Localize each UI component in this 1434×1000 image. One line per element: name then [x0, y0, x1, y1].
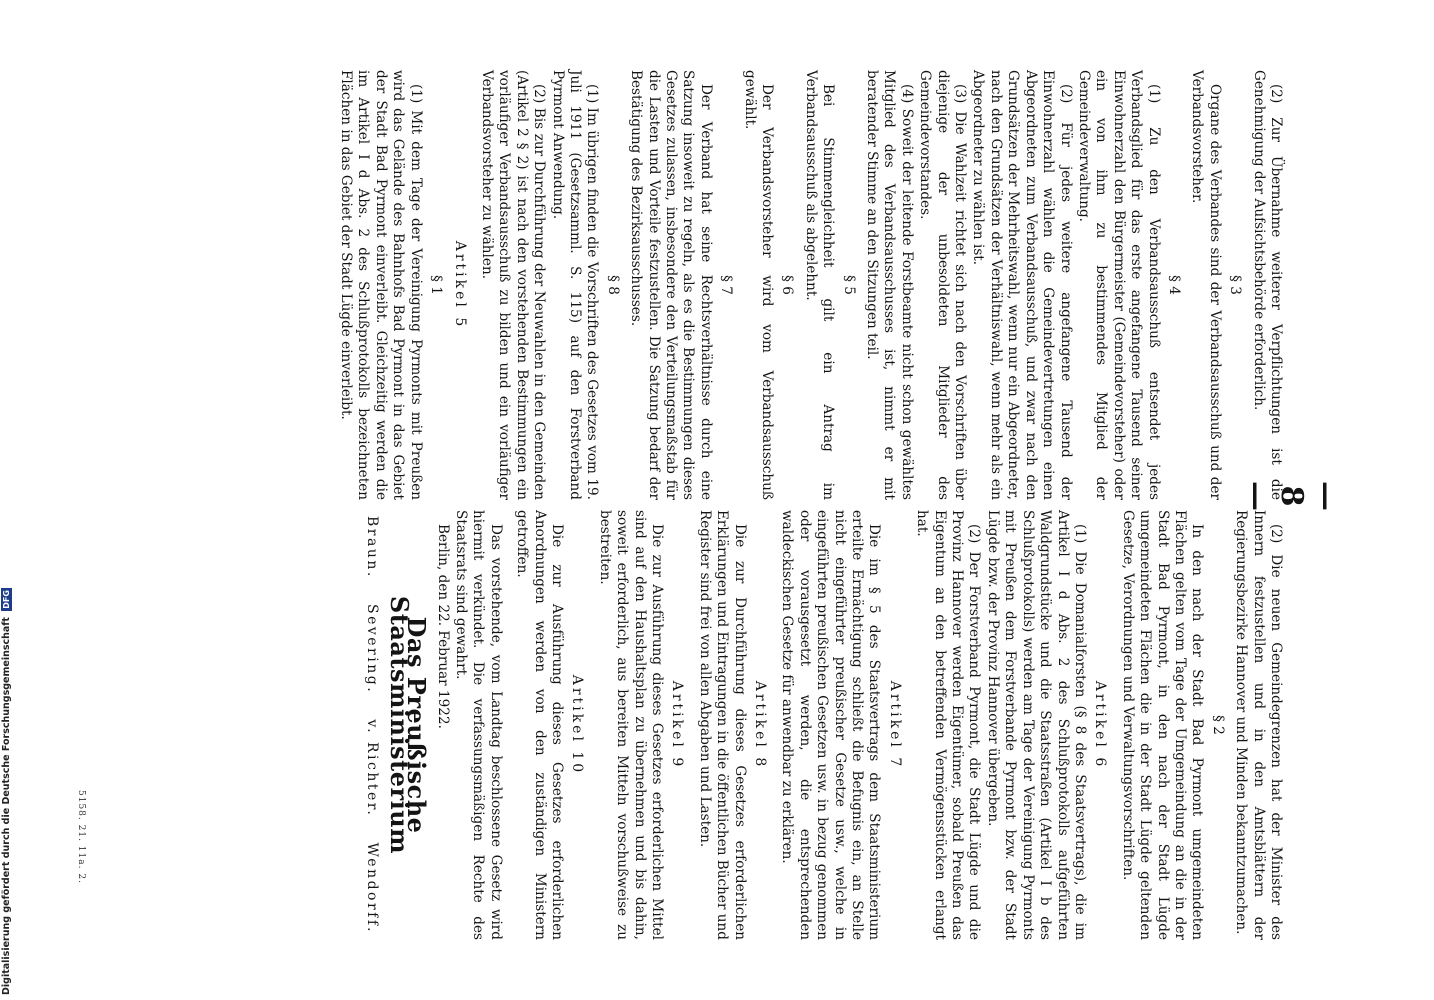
article-title: Artikel 8 — [752, 680, 769, 770]
paragraph: Die zur Durchführung dieses Gesetzes erforderlichen Erklärungen und Eintragungen in die öffentlichen Bücher und Register sind frei von allen Abgaben und Lasten. — [696, 510, 748, 940]
paragraph: (3) Die Wahlzeit richtet sich nach den Vorschriften über diejenige der unbesoldeten Mitglieder des Gemeindevorstandes. — [917, 70, 969, 500]
dfg-logo: DFG — [2, 590, 11, 609]
digitization-strip — [0, 590, 14, 995]
paragraph: (2) Die neuen Gemeindegrenzen hat der Minister des Innern festzustellen und in den Amtsblättern der Regierungsbezirke Hannover und Minden bekanntzumachen. — [1233, 510, 1284, 940]
paragraph: Die zur Ausführung dieses Gesetzes erforderlichen Mittel sind auf den Haushaltsplan zu übernehmen und bis dahin, soweit erforderlich, aus bereiten Mitteln vorschußweise zu bestreiten. — [596, 510, 665, 940]
paragraph: Das vorstehende, vom Landtag beschlossene Gesetz wird hiermit verkündet. Die verfassungsmäßigen Rechte des Staatsrats sind gewahrt. — [452, 510, 504, 940]
signatories — [363, 516, 380, 934]
paragraph: (2) Für jedes weitere angefangene Tausend der Einwohnerzahl wählen die Gemeindevertretungen einen Abgeordneten zum Verbandsausschuß, und zwar nach den Grundsätzen der Mehrheitswahl, wenn nur ein Abgeordneter, nach den Grundsätzen der Verhältniswahl, wenn mehr als ein Abgeordneter zu wählen ist. — [970, 70, 1074, 500]
section-title: § 2 — [1209, 715, 1226, 735]
paragraph: (2) Der Forstverband Pyrmont, die Stadt Lügde und die Provinz Hannover werden Eigentümer, sobald Preußen das Eigentum an den betreffenden Vermögensstücken erlangt hat. — [914, 510, 983, 940]
signing-date: Berlin, den 22. Februar 1922. — [434, 524, 451, 729]
digitization-note-wrap — [0, 590, 14, 995]
paragraph: (4) Soweit der leitende Forstbeamte nicht schon gewähltes Mitglied des Verbandsausschusses ist, nimmt er mit beratender Stimme an den Sitzungen teil. — [864, 70, 915, 500]
signer: Braun. — [364, 516, 381, 579]
article-title: Artikel 10 — [569, 674, 586, 776]
right-column — [363, 510, 1284, 940]
paragraph: Der Verbandsvorsteher wird vom Verbandsausschuß gewählt. — [741, 70, 776, 500]
paragraph: (1) Zu den Verbandsausschuß entsendet jedes Verbandsglied für das erste angefangene Tausend seiner Einwohnerzahl den Bürgermeister (Gemeindevorsteher) oder ein von ihm zu bestimmendes Mitglied der Gemeindeverwaltung. — [1075, 70, 1162, 500]
signer: Severing. — [364, 603, 381, 695]
print-code: 5158. 21. 11a. 2. — [76, 790, 86, 884]
government-title: Das Preußische Staatsministerium — [384, 595, 432, 855]
paragraph: Bei Stimmengleichheit gilt ein Antrag im Verbandsausschuß als abgelehnt. — [802, 70, 837, 500]
section-title: § 6 — [779, 275, 796, 295]
section-title: § 5 — [840, 275, 857, 295]
paragraph: Der Verband hat seine Rechtsverhältnisse durch eine Satzung insoweit zu regeln, als es die Bestimmungen dieses Gesetzes zulassen, insbesondere den Verteilungsmaßstab für die Lasten und Vorteile festzustellen. Die Satzung bedarf der Bestätigung des Bezirksausschusses. — [628, 70, 714, 500]
paragraph: (2) Bis zur Durchführung der Neuwahlen in den Gemeinden (Artikel 2 § 2) ist nach den vorstehenden Bestimmungen ein vorläufiger Verbandsausschuß zu bilden und ein vorläufiger Verbandsvorsteher zu wählen. — [478, 70, 548, 500]
paragraph: (1) Die Domanialforsten (§ 8 des Staatsvertrags), die im Artikel I d Abs. 2 des Schlußprotokolls aufgeführten Waldgrundstücke und die Staatsstraßen (Artikel I b des Schlußprotokolls) werden am Tage der Vereinigung Pyrmonts mit Preußen dem Forstverbande Pyrmont bzw. der Stadt Lügde bzw. der Provinz Hannover übergeben. — [984, 510, 1088, 940]
page-number: — 8 — — [1239, 481, 1344, 519]
paragraph: Die zur Ausführung dieses Gesetzes erforderlichen Anordnungen werden von den zuständigen Ministern getroffen. — [514, 510, 565, 940]
left-column — [336, 70, 1284, 500]
signer: Wendorff. — [364, 842, 381, 934]
digitization-note: Digitalisierung gefördert durch die Deutsche Forschungsgemeinschaft — [1, 617, 12, 995]
section-title: § 3 — [1227, 275, 1244, 295]
paragraph: Die im § 5 des Staatsvertrags dem Staatsministerium erteilte Ermächtigung schließt die Befugnis ein, an Stelle nicht eingeführter preußischer Gesetze usw., welche in eingeführten preußischen Gesetzen usw. in bezug genommen oder vorausgesetzt werden, die entsprechenden waldeckischen Gesetze für anwendbar zu erklären. — [779, 510, 883, 940]
article-title: Artikel 5 — [451, 240, 468, 330]
section-title: § 4 — [1165, 275, 1182, 295]
signer: v. Richter. — [364, 719, 381, 818]
paragraph: (1) Mit dem Tage der Vereinigung Pyrmonts mit Preußen wird das Gelände des Bahnhofs Bad Pyrmont in das Gebiet der Stadt Bad Pyrmont einverleibt. Gleichzeitig werden die im Artikel I d Abs. 2 des Schlußprotokolls bezeichneten Flächen in das Gebiet der Stadt Lügde einverleibt. — [338, 70, 424, 500]
section-title: § 8 — [604, 275, 621, 295]
article-title: Artikel 9 — [669, 680, 686, 770]
paragraph: Organe des Verbandes sind der Verbandsausschuß und der Verbandsvorsteher. — [1189, 70, 1223, 500]
paragraph: (1) Im übrigen finden die Vorschriften des Gesetzes vom 19. Juli 1911 (Gesetzsamml. S. 115) auf den Forstverband Pyrmont Anwendung. — [549, 70, 601, 500]
article-title: Artikel 6 — [1092, 680, 1109, 770]
article-title: Artikel 7 — [886, 680, 903, 770]
section-title: § 7 — [718, 275, 735, 295]
paragraph: (2) Zur Übernahme weiterer Verpflichtungen ist die Genehmigung der Aufsichtsbehörde erforderlich. — [1250, 70, 1284, 500]
paragraph: In den nach der Stadt Bad Pyrmont umgemeindeten Flächen gelten vom Tage der Umgemeindung an die in der Stadt Bad Pyrmont, in den nach der Stadt Lügde umgemeindeten Flächen die in der Stadt Lügde geltenden Gesetze, Verordnungen und Verwaltungsvorschriften. — [1119, 510, 1206, 940]
section-title: § 1 — [428, 275, 445, 295]
